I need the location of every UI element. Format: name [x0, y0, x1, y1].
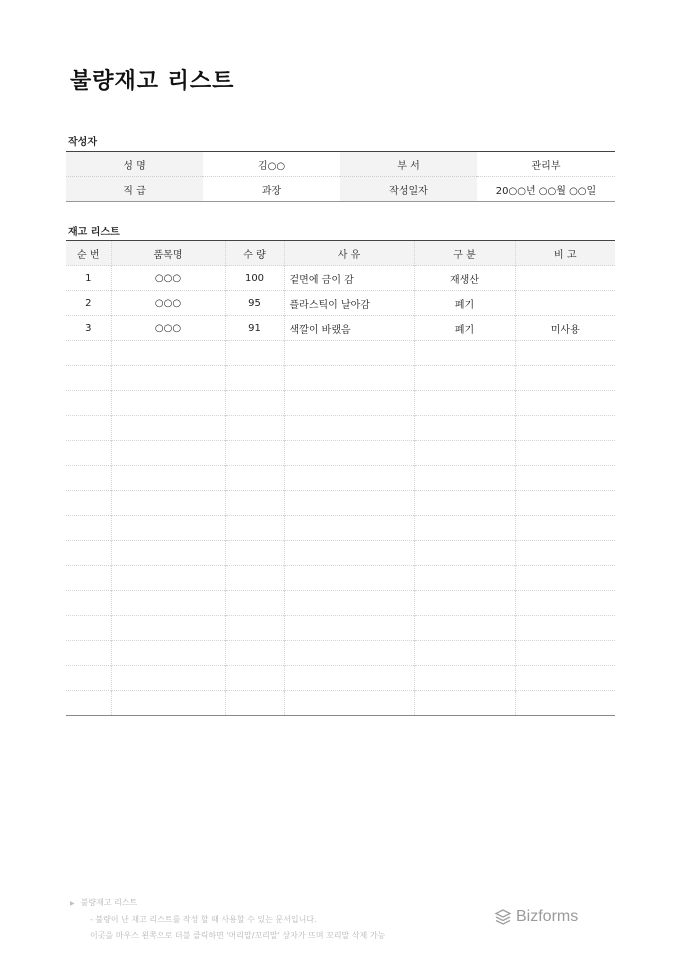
- row-note[interactable]: [515, 566, 615, 591]
- page-title: 불량재고 리스트: [70, 69, 235, 94]
- header-reason: 사 유: [284, 241, 414, 266]
- table-row: [66, 541, 615, 566]
- row-quantity[interactable]: [225, 641, 284, 666]
- row-item[interactable]: ○○○: [111, 316, 225, 341]
- row-number[interactable]: [66, 366, 111, 391]
- row-number[interactable]: [66, 491, 111, 516]
- row-category[interactable]: 폐기: [414, 316, 515, 341]
- row-quantity[interactable]: [225, 666, 284, 691]
- table-row: [66, 616, 615, 641]
- row-category[interactable]: [414, 666, 515, 691]
- row-reason[interactable]: [284, 541, 414, 566]
- row-item[interactable]: [111, 416, 225, 441]
- row-item[interactable]: [111, 666, 225, 691]
- row-category[interactable]: [414, 616, 515, 641]
- footer-line-2: 이곳을 마우스 왼쪽으로 더블 클릭하면 '머리말/꼬리말' 상자가 뜨며 꼬리말 삭제 가능: [90, 931, 386, 940]
- row-quantity[interactable]: [225, 441, 284, 466]
- row-quantity[interactable]: 95: [225, 291, 284, 316]
- row-note[interactable]: 미사용: [515, 316, 615, 341]
- row-reason[interactable]: [284, 516, 414, 541]
- header-quantity: 수 량: [225, 241, 284, 266]
- row-category[interactable]: [414, 691, 515, 716]
- table-row: [66, 366, 615, 391]
- row-item[interactable]: [111, 616, 225, 641]
- table-row: [66, 291, 615, 316]
- table-row: [66, 441, 615, 466]
- footer-line-1: - 불량이 난 재고 리스트를 작성 할 때 사용할 수 있는 문서입니다.: [90, 915, 317, 924]
- header-item: 품목명: [111, 241, 225, 266]
- row-note[interactable]: [515, 391, 615, 416]
- row-number[interactable]: [66, 416, 111, 441]
- table-row: [66, 316, 615, 341]
- date-label: 작성일자: [340, 177, 477, 202]
- department-value[interactable]: 관리부: [531, 160, 561, 172]
- name-label: 성 명: [66, 152, 203, 177]
- row-quantity[interactable]: [225, 366, 284, 391]
- table-row: [66, 416, 615, 441]
- row-number[interactable]: 1: [66, 266, 111, 291]
- row-number[interactable]: [66, 641, 111, 666]
- row-item[interactable]: [111, 566, 225, 591]
- row-note[interactable]: [515, 491, 615, 516]
- row-note[interactable]: [515, 616, 615, 641]
- row-reason[interactable]: 플라스틱이 날아감: [284, 291, 414, 316]
- row-number[interactable]: [66, 666, 111, 691]
- footer-title: 불량재고 리스트: [80, 898, 138, 907]
- row-note[interactable]: [515, 441, 615, 466]
- row-reason[interactable]: [284, 616, 414, 641]
- bizforms-logo: [494, 908, 578, 926]
- row-note[interactable]: [515, 341, 615, 366]
- inventory-section-label: 재고 리스트: [68, 227, 120, 238]
- row-quantity[interactable]: [225, 541, 284, 566]
- table-row: [66, 391, 615, 416]
- row-quantity[interactable]: [225, 341, 284, 366]
- row-category[interactable]: [414, 466, 515, 491]
- row-number[interactable]: [66, 441, 111, 466]
- row-category[interactable]: 재생산: [414, 266, 515, 291]
- table-row: [66, 566, 615, 591]
- row-item[interactable]: [111, 391, 225, 416]
- row-note[interactable]: [515, 516, 615, 541]
- row-category[interactable]: [414, 366, 515, 391]
- row-category[interactable]: [414, 391, 515, 416]
- row-number[interactable]: [66, 391, 111, 416]
- row-reason[interactable]: [284, 591, 414, 616]
- row-note[interactable]: [515, 466, 615, 491]
- inventory-table: [66, 240, 615, 716]
- row-note[interactable]: [515, 416, 615, 441]
- row-category[interactable]: [414, 541, 515, 566]
- row-item[interactable]: ○○○: [111, 266, 225, 291]
- triangle-bullet-icon: ▶: [70, 900, 75, 907]
- row-item[interactable]: [111, 516, 225, 541]
- row-note[interactable]: [515, 266, 615, 291]
- rank-label: 직 급: [66, 177, 203, 202]
- row-quantity[interactable]: [225, 616, 284, 641]
- author-table: [66, 151, 615, 202]
- row-category[interactable]: [414, 516, 515, 541]
- row-category[interactable]: 폐기: [414, 291, 515, 316]
- row-reason[interactable]: [284, 491, 414, 516]
- row-number[interactable]: [66, 541, 111, 566]
- row-reason[interactable]: 겉면에 금이 감: [284, 266, 414, 291]
- row-reason[interactable]: [284, 441, 414, 466]
- row-reason[interactable]: [284, 566, 414, 591]
- row-item[interactable]: [111, 691, 225, 716]
- footer-note[interactable]: [70, 895, 385, 944]
- table-row: [66, 641, 615, 666]
- author-section-label: 작성자: [68, 137, 97, 148]
- row-reason[interactable]: [284, 641, 414, 666]
- table-row: [66, 691, 615, 716]
- row-note[interactable]: [515, 366, 615, 391]
- row-number[interactable]: 2: [66, 291, 111, 316]
- row-reason[interactable]: [284, 691, 414, 716]
- layers-icon: [494, 908, 512, 926]
- row-number[interactable]: [66, 341, 111, 366]
- date-value[interactable]: 20○○년 ○○월 ○○일: [477, 177, 615, 202]
- row-item[interactable]: [111, 491, 225, 516]
- row-quantity[interactable]: [225, 391, 284, 416]
- author-row: [66, 152, 615, 177]
- row-number[interactable]: [66, 591, 111, 616]
- row-number[interactable]: [66, 466, 111, 491]
- row-reason[interactable]: 색깔이 바랬음: [284, 316, 414, 341]
- row-quantity[interactable]: [225, 691, 284, 716]
- inventory-header-row: [66, 241, 615, 266]
- row-category[interactable]: [414, 341, 515, 366]
- logo-text: Bizforms: [516, 908, 579, 925]
- table-row: [66, 516, 615, 541]
- table-row: [66, 266, 615, 291]
- row-note[interactable]: [515, 591, 615, 616]
- table-row: [66, 591, 615, 616]
- row-item[interactable]: [111, 366, 225, 391]
- table-row: [66, 466, 615, 491]
- row-reason[interactable]: [284, 416, 414, 441]
- row-category[interactable]: [414, 566, 515, 591]
- row-item[interactable]: [111, 441, 225, 466]
- row-category[interactable]: [414, 491, 515, 516]
- row-item[interactable]: [111, 541, 225, 566]
- footer-title-line: [70, 895, 385, 912]
- row-reason[interactable]: [284, 666, 414, 691]
- row-category[interactable]: [414, 441, 515, 466]
- row-note[interactable]: [515, 691, 615, 716]
- row-number[interactable]: [66, 516, 111, 541]
- row-quantity[interactable]: [225, 416, 284, 441]
- row-item[interactable]: [111, 341, 225, 366]
- row-note[interactable]: [515, 541, 615, 566]
- row-quantity[interactable]: [225, 491, 284, 516]
- row-number[interactable]: [66, 691, 111, 716]
- row-category[interactable]: [414, 641, 515, 666]
- row-category[interactable]: [414, 591, 515, 616]
- row-quantity[interactable]: 100: [225, 266, 284, 291]
- row-quantity[interactable]: [225, 566, 284, 591]
- row-item[interactable]: [111, 591, 225, 616]
- row-quantity[interactable]: [225, 466, 284, 491]
- row-note[interactable]: [515, 291, 615, 316]
- table-row: [66, 341, 615, 366]
- row-reason[interactable]: [284, 341, 414, 366]
- row-item[interactable]: [111, 641, 225, 666]
- author-row: [66, 177, 615, 202]
- header-number: 순 번: [66, 241, 111, 266]
- rank-value[interactable]: 과장: [203, 177, 340, 202]
- row-quantity[interactable]: 91: [225, 316, 284, 341]
- table-row: [66, 491, 615, 516]
- row-reason[interactable]: [284, 391, 414, 416]
- header-note: 비 고: [515, 241, 615, 266]
- department-label: 부 서: [340, 152, 477, 177]
- table-row: [66, 666, 615, 691]
- row-note[interactable]: [515, 641, 615, 666]
- name-value[interactable]: 김○○: [257, 160, 286, 172]
- row-quantity[interactable]: [225, 516, 284, 541]
- row-item[interactable]: ○○○: [111, 291, 225, 316]
- row-note[interactable]: [515, 666, 615, 691]
- row-number[interactable]: 3: [66, 316, 111, 341]
- row-quantity[interactable]: [225, 591, 284, 616]
- row-number[interactable]: [66, 566, 111, 591]
- row-category[interactable]: [414, 416, 515, 441]
- row-reason[interactable]: [284, 366, 414, 391]
- row-item[interactable]: [111, 466, 225, 491]
- row-number[interactable]: [66, 616, 111, 641]
- row-reason[interactable]: [284, 466, 414, 491]
- header-category: 구 분: [414, 241, 515, 266]
